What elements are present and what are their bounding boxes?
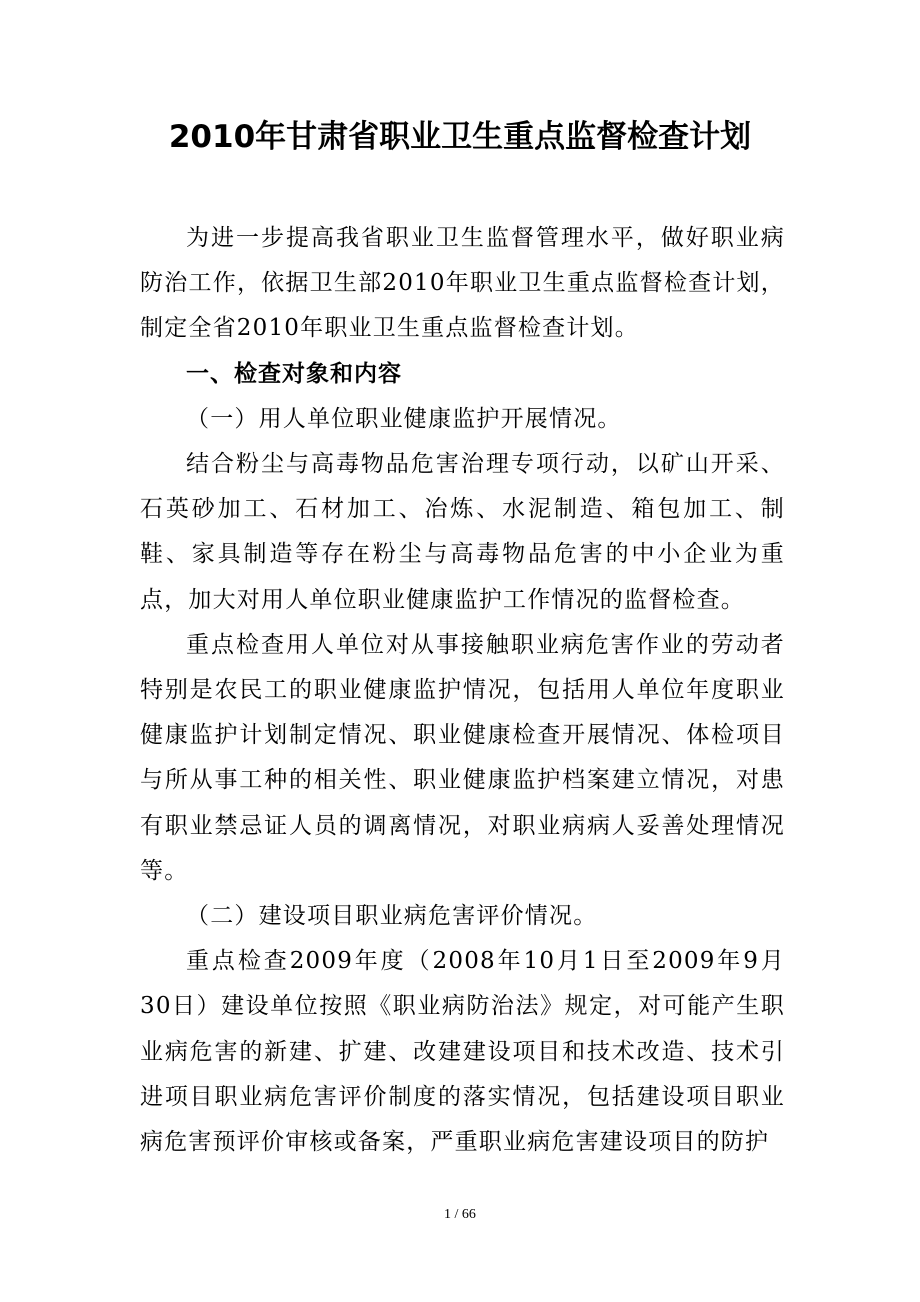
section-heading-1: 一、检查对象和内容: [186, 360, 402, 387]
body-paragraph-2: 重点检查用人单位对从事接触职业病危害作业的劳动者特别是农民工的职业健康监护情况，包括用人单位年度职业健康监护计划制定情况、职业健康检查开展情况、体检项目与所从事工种的相关性、职业健康监护档案建立情况，对患有职业禁忌证人员的调离情况，对职业病病人妥善处理情况等。: [140, 631, 785, 884]
intro-paragraph: 为进一步提高我省职业卫生监督管理水平，做好职业病防治工作，依据卫生部2010年职业卫生重点监督检查计划，制定全省2010年职业卫生重点监督检查计划。: [140, 225, 785, 342]
body-paragraph-3: 重点检查2009年度（2008年10月1日至2009年9月30日）建设单位按照《职业病防治法》规定，对可能产生职业病危害的新建、扩建、改建建设项目和技术改造、技术引进项目职业病危害评价制度的落实情况，包括建设项目职业病危害预评价审核或备案，严重职业病危害建设项目的防护: [140, 948, 785, 1156]
page-number: 1 / 66: [444, 1207, 476, 1222]
document-title: 2010年甘肃省职业卫生重点监督检查计划: [168, 119, 752, 155]
subsection-heading-1: （一）用人单位职业健康监护开展情况。: [186, 405, 622, 432]
document-body: [140, 216, 785, 1165]
subsection-heading-2: （二）建设项目职业病危害评价情况。: [186, 903, 598, 930]
body-paragraph-1: 结合粉尘与高毒物品危害治理专项行动，以矿山开采、石英砂加工、石材加工、冶炼、水泥制造、箱包加工、制鞋、家具制造等存在粉尘与高毒物品危害的中小企业为重点，加大对用人单位职业健康监护工作情况的监督检查。: [140, 451, 785, 613]
